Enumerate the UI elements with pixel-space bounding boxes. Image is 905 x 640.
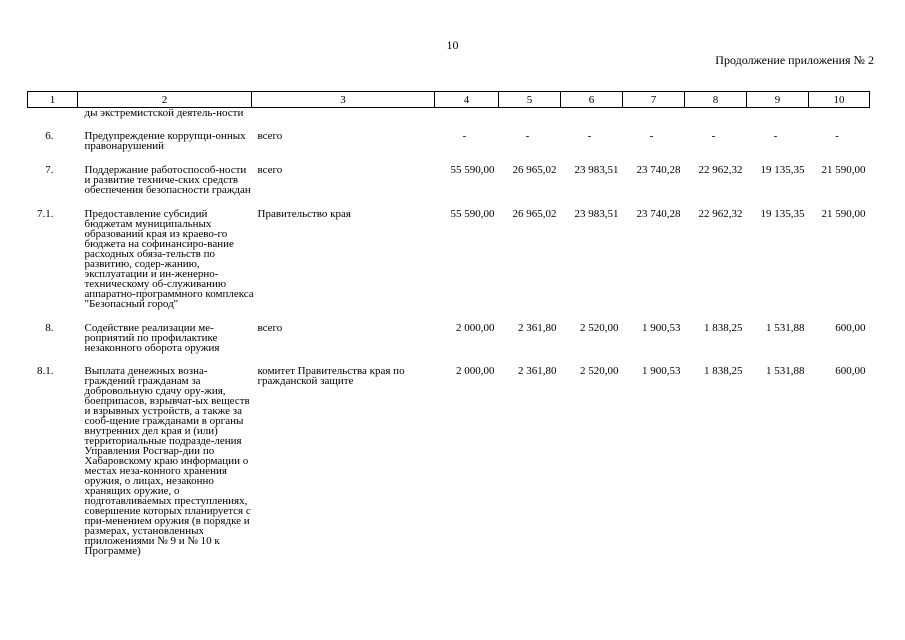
funding-value-col-6 — [561, 108, 623, 119]
funding-value-col-9: 1 531,88 — [766, 365, 805, 377]
funding-value-col-8 — [685, 108, 747, 119]
executor: всего — [257, 130, 283, 142]
funding-value-col-7: - — [649, 130, 654, 142]
event-name-cell — [78, 353, 252, 556]
funding-value-col-9: 19 135,35 — [760, 164, 805, 176]
table-header-row — [28, 92, 870, 108]
column-header-3: 3 — [252, 92, 435, 108]
appendix-continuation-label: Продолжение приложения № 2 — [715, 53, 874, 67]
table-row — [28, 118, 870, 151]
funding-value-col-4 — [435, 108, 499, 119]
funding-value-col-5 — [499, 108, 561, 119]
funding-value-col-7 — [623, 108, 685, 119]
funding-value-col-6: 2 520,00 — [580, 365, 619, 377]
funding-value-col-10: 600,00 — [835, 365, 866, 377]
funding-value-col-4: 55 590,00 — [450, 208, 495, 220]
column-header-9: 9 — [747, 92, 809, 108]
funding-value-col-4: 2 000,00 — [456, 322, 495, 334]
event-name: Предоставление субсидий бюджетам муниципальных образований края из краево-го бюджета на софинансиро-вание расходных обяза-тельств по развитию, содер-жанию, эксплуатации и ин-женерно-техническому об-служиванию аппаратно-программного комплекса "Безопасный город" — [84, 208, 254, 310]
funding-value-col-7: 23 740,28 — [636, 164, 681, 176]
event-name: Поддержание работоспособ-ности и развитие техниче-ских средств обеспечения безопасности граждан — [84, 164, 251, 196]
funding-value-col-10: - — [835, 130, 839, 142]
funding-value-col-4: 2 000,00 — [456, 365, 495, 377]
event-name: ды экстремистской деятель-ности — [84, 107, 244, 119]
funding-value-col-9 — [747, 108, 809, 119]
table-row — [28, 309, 870, 353]
table-row — [28, 151, 870, 195]
event-name: Предупреждение коррупци-онных правонарушений — [84, 130, 246, 152]
table-body — [28, 108, 870, 557]
column-header-1: 1 — [28, 92, 78, 108]
budget-table — [27, 91, 870, 556]
column-header-4: 4 — [435, 92, 499, 108]
column-header-8: 8 — [685, 92, 747, 108]
funding-value-col-4: 55 590,00 — [450, 164, 495, 176]
row-number: 6. — [45, 130, 54, 142]
column-header-6: 6 — [561, 92, 623, 108]
funding-value-col-9: - — [773, 130, 778, 142]
funding-value-col-7: 1 900,53 — [642, 365, 681, 377]
executor: всего — [257, 322, 283, 334]
row-number — [28, 108, 78, 119]
funding-value-col-4: - — [462, 130, 467, 142]
funding-value-col-7: 23 740,28 — [636, 208, 681, 220]
funding-value-col-7: 1 900,53 — [642, 322, 681, 334]
table-row — [28, 353, 870, 556]
funding-value-col-8: - — [711, 130, 716, 142]
funding-value-col-10: 21 590,00 — [821, 208, 866, 220]
table-row — [28, 108, 870, 119]
executor: комитет Правительства края по гражданской защите — [257, 365, 405, 387]
funding-value-col-6: 2 520,00 — [580, 322, 619, 334]
funding-value-col-6: - — [587, 130, 592, 142]
funding-value-col-8: 1 838,25 — [704, 365, 743, 377]
page-number: 10 — [446, 38, 459, 52]
funding-value-col-10: 600,00 — [835, 322, 866, 334]
table-row — [28, 195, 870, 309]
row-number: 8. — [45, 322, 54, 334]
funding-value-col-6: 23 983,51 — [574, 164, 619, 176]
event-name: Содействие реализации ме-роприятий по профилактике незаконного оборота оружия — [84, 322, 220, 354]
executor — [252, 108, 435, 119]
funding-value-col-10 — [809, 108, 870, 119]
funding-value-col-5: 2 361,80 — [518, 322, 557, 334]
funding-value-col-8: 22 962,32 — [698, 208, 743, 220]
funding-value-col-8: 1 838,25 — [704, 322, 743, 334]
column-header-10: 10 — [809, 92, 870, 108]
funding-value-col-5: 26 965,02 — [512, 164, 557, 176]
executor: всего — [257, 164, 283, 176]
funding-value-col-5: 26 965,02 — [512, 208, 557, 220]
event-name-cell — [78, 309, 252, 353]
funding-value-col-8: 22 962,32 — [698, 164, 743, 176]
row-number: 7.1. — [37, 208, 54, 220]
event-name-cell — [78, 151, 252, 195]
event-name: Выплата денежных возна-граждений гражданам за добровольную сдачу ору-жия, боеприпасов, взрывчат-ых веществ и взрывных устройств, а также за сооб-щение гражданами в органы внутренних дел края и (или) территориальные подразде-ления Управления Росгвар-дии по Хабаровскому краю информации о местах неза-конного хранения оружия, о лицах, незаконно хранящих оружие, о подготавливаемых преступлениях, совершение которых планируется с при-менением оружия (в порядке и размерах, установленных приложениями № 9 и № 10 к Программе) — [84, 365, 251, 557]
funding-value-col-5: 2 361,80 — [518, 365, 557, 377]
executor: Правительство края — [257, 208, 351, 220]
column-header-2: 2 — [78, 92, 252, 108]
funding-value-col-9: 1 531,88 — [766, 322, 805, 334]
funding-value-col-5: - — [525, 130, 530, 142]
row-number: 7. — [45, 164, 54, 176]
funding-value-col-6: 23 983,51 — [574, 208, 619, 220]
event-name-cell — [78, 118, 252, 151]
column-header-5: 5 — [499, 92, 561, 108]
column-header-7: 7 — [623, 92, 685, 108]
event-name-cell — [78, 195, 252, 309]
event-name-cell — [78, 108, 252, 119]
row-number: 8.1. — [37, 365, 54, 377]
funding-value-col-9: 19 135,35 — [760, 208, 805, 220]
funding-value-col-10: 21 590,00 — [821, 164, 866, 176]
